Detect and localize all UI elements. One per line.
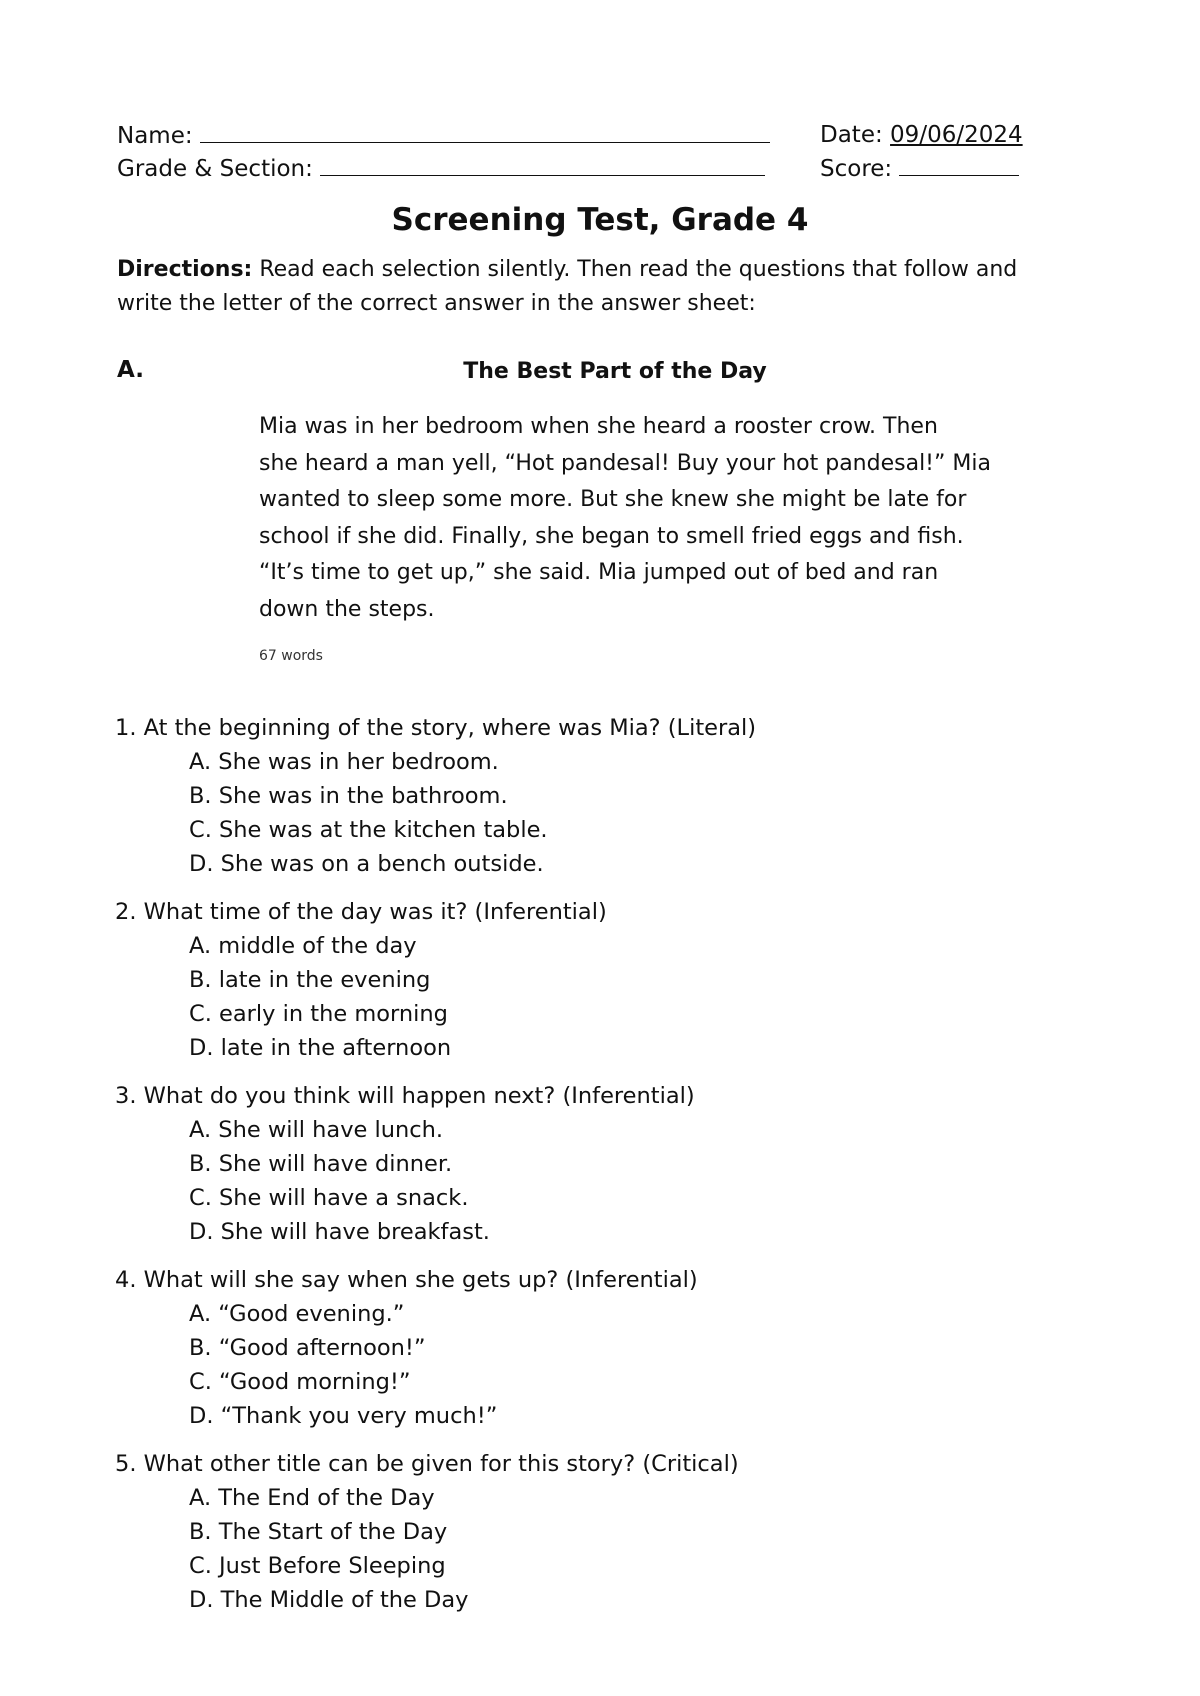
story-line: “It’s time to get up,” she said. Mia jumped out of bed and ran [259,560,939,585]
page-title: Screening Test, Grade 4 [391,202,809,238]
answer-option-a: A. She will have lunch. [189,1117,444,1143]
story-line: wanted to sleep some more. But she knew she might be late for [259,487,967,512]
question-1 [115,711,1065,881]
score-field-row [820,153,1019,184]
date-value: 09/06/2024 [890,122,1023,148]
story-line: she heard a man yell, “Hot pandesal! Buy your hot pandesal!” Mia [259,450,991,476]
answer-option-c: C. early in the morning [189,1001,448,1027]
question-4 [115,1263,1065,1433]
story-line: Mia was in her bedroom when she heard a rooster crow. Then [259,414,938,439]
question-2 [115,895,1065,1065]
score-label: Score: [820,156,893,182]
grade-section-label: Grade & Section: [117,156,313,182]
answer-option-a: A. She was in her bedroom. [189,749,499,775]
question-stem: 3. What do you think will happen next? (Inferential) [115,1083,695,1109]
name-field-row [117,120,770,151]
answer-option-d: D. “Thank you very much!” [189,1403,498,1429]
question-stem: 4. What will she say when she gets up? (Inferential) [115,1267,698,1293]
question-stem: 5. What other title can be given for this story? (Critical) [115,1451,739,1477]
answer-option-a: A. middle of the day [189,933,417,959]
story-line: school if she did. Finally, she began to smell fried eggs and fish. [259,523,964,549]
question-3 [115,1079,1065,1249]
section-letter: A. [117,357,144,383]
answer-option-c: C. Just Before Sleeping [189,1553,446,1579]
grade-section-field-row [117,153,765,184]
name-label: Name: [117,123,193,149]
question-5 [115,1447,1065,1617]
answer-option-b: B. late in the evening [189,967,431,993]
answer-option-b: B. The Start of the Day [189,1519,448,1545]
answer-option-d: D. The Middle of the Day [189,1587,469,1613]
date-label: Date: [820,122,883,148]
directions-label: Directions: [117,257,253,282]
directions [117,253,1047,321]
grade-section-blank-line [320,153,765,176]
story-line: down the steps. [259,596,435,622]
answer-option-c: C. She was at the kitchen table. [189,817,548,843]
question-stem: 1. At the beginning of the story, where was Mia? (Literal) [115,715,757,741]
answer-option-b: B. She will have dinner. [189,1151,453,1177]
answer-option-c: C. “Good morning!” [189,1369,411,1395]
question-stem: 2. What time of the day was it? (Inferential) [115,899,607,925]
answer-option-b: B. She was in the bathroom. [189,783,508,809]
story-passage [259,409,991,628]
score-blank-line [899,153,1019,176]
answer-option-d: D. She was on a bench outside. [189,851,544,877]
answer-option-d: D. She will have breakfast. [189,1219,490,1245]
name-blank-line [200,120,770,143]
answer-option-c: C. She will have a snack. [189,1185,469,1211]
answer-option-a: A. “Good evening.” [189,1301,405,1327]
question-list [115,711,1065,1631]
word-count: 67 words [259,648,323,664]
answer-option-a: A. The End of the Day [189,1485,435,1511]
directions-text: Read each selection silently. Then read the questions that follow and write the letter of the correct answer in the answer sheet: [117,257,1018,316]
date-field-row [820,120,1023,150]
story-title: The Best Part of the Day [463,359,767,384]
answer-option-b: B. “Good afternoon!” [189,1335,426,1361]
answer-option-d: D. late in the afternoon [189,1035,452,1061]
